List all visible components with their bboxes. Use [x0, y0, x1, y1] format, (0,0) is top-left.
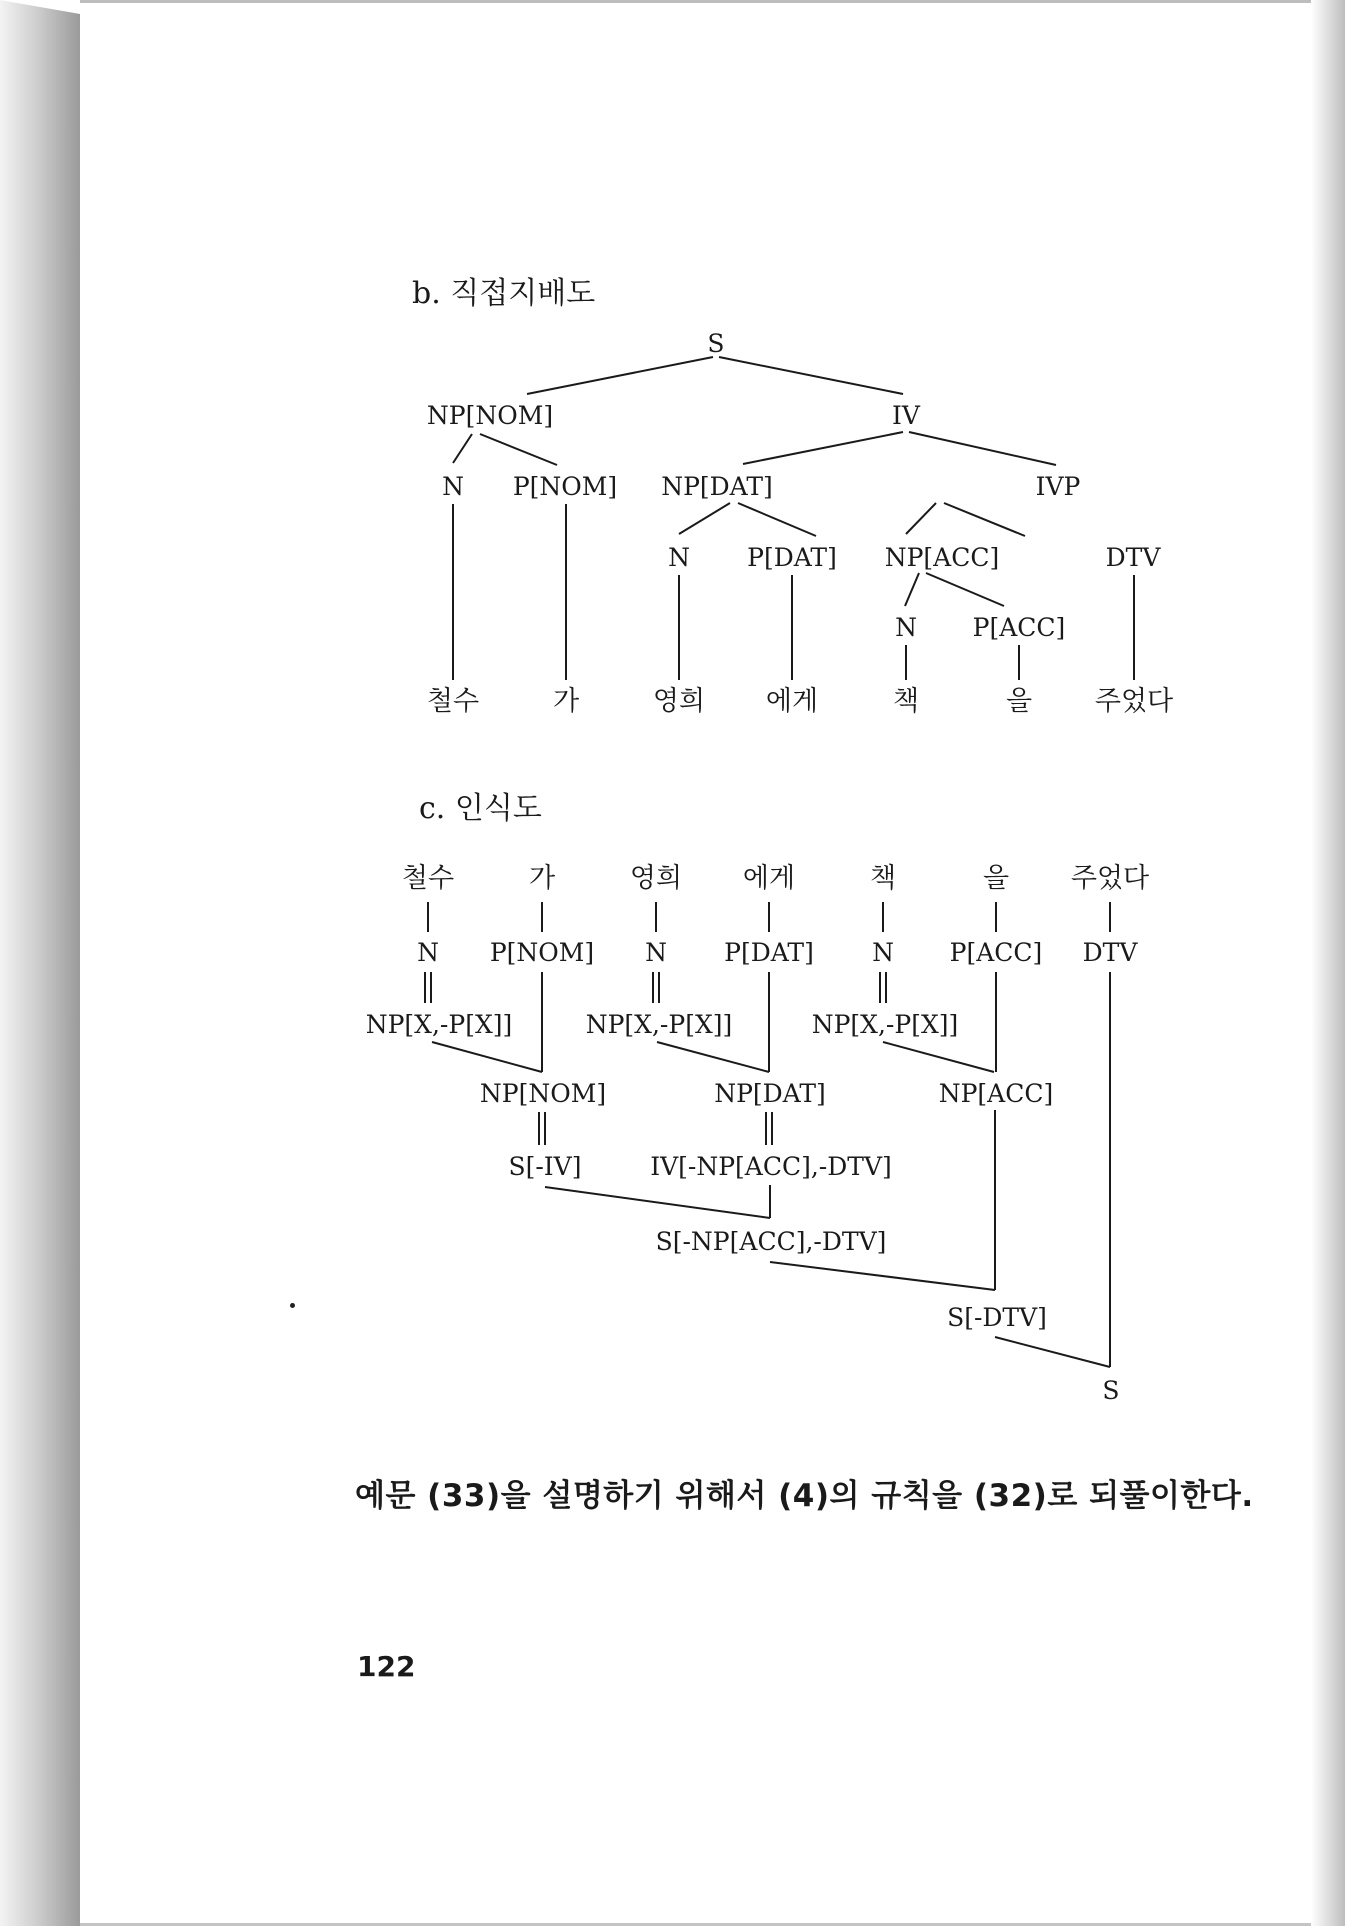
tree-c-word-6: 을 [982, 863, 1010, 894]
tree-b-node-p-dat: P[DAT] [747, 543, 837, 572]
tree-c-word-5: 책 [869, 863, 897, 894]
page-number: 122 [357, 1650, 416, 1683]
tree-c-words [402, 863, 1149, 894]
tree-c-node-np-acc: NP[ACC] [938, 1079, 1054, 1108]
tree-c-word-7: 주었다 [1070, 863, 1150, 894]
tree-c-node-s: S [1102, 1376, 1120, 1405]
tree-c-word-1: 철수 [401, 863, 455, 894]
tree-c-word-3: 영희 [629, 863, 683, 894]
tree-b-node-p-nom: P[NOM] [512, 472, 618, 501]
tree-c-node-npx3: NP[X,-P[X]] [811, 1010, 959, 1039]
tree-c-edges [425, 902, 1110, 1367]
tree-c-node-np-nom: NP[NOM] [479, 1079, 607, 1108]
tree-b-node-np-dat: NP[DAT] [661, 472, 773, 501]
tree-c-labels [366, 938, 1139, 1405]
tree-c-node-p-dat: P[DAT] [724, 938, 814, 967]
tree-b-word-7: 주었다 [1094, 686, 1174, 717]
tree-b-node-p-acc: P[ACC] [972, 613, 1066, 642]
tree-c-node-s-np: S[-NP[ACC],-DTV] [655, 1227, 887, 1256]
tree-c-node-np-dat: NP[DAT] [714, 1079, 826, 1108]
tree-c-word-2: 가 [528, 863, 556, 894]
tree-b-node-np-acc: NP[ACC] [884, 543, 1000, 572]
tree-b-word-5: 책 [892, 686, 920, 717]
tree-b-node-iv: IV [892, 401, 920, 430]
tree-b-word-6: 을 [1005, 686, 1033, 717]
tree-c [366, 863, 1149, 1405]
tree-b-node-np-nom: NP[NOM] [426, 401, 554, 430]
tree-b-node-ivp: IVP [1035, 472, 1081, 501]
tree-c-node-n1: N [417, 938, 439, 967]
tree-b-word-3: 영희 [652, 686, 706, 717]
tree-b-word-4: 에게 [765, 686, 819, 717]
tree-c-node-npx1: NP[X,-P[X]] [365, 1010, 513, 1039]
tree-c-node-s-dtv: S[-DTV] [947, 1303, 1047, 1332]
figure-c-heading: c. 인식도 [419, 791, 542, 826]
tree-c-node-iv-np: IV[-NP[ACC],-DTV] [650, 1152, 892, 1181]
tree-b-word-2: 가 [552, 686, 580, 717]
tree-b-node-n1: N [442, 472, 464, 501]
tree-c-node-p-acc: P[ACC] [949, 938, 1043, 967]
stray-mark [290, 1303, 295, 1308]
tree-c-node-n2: N [645, 938, 667, 967]
tree-b-node-s: S [707, 329, 725, 358]
tree-c-word-4: 에게 [742, 863, 796, 894]
body-sentence: 예문 (33)을 설명하기 위해서 (4)의 규칙을 (32)로 되풀이한다. [355, 1478, 1254, 1514]
tree-b-node-n2: N [668, 543, 690, 572]
tree-c-node-dtv: DTV [1082, 938, 1138, 967]
tree-c-node-s-iv: S[-IV] [508, 1152, 582, 1181]
tree-c-node-p-nom: P[NOM] [489, 938, 595, 967]
tree-b-node-dtv: DTV [1105, 543, 1161, 572]
tree-b-word-1: 철수 [426, 686, 480, 717]
figure-b-heading: b. 직접지배도 [412, 276, 596, 311]
tree-b-labels [427, 329, 1161, 642]
tree-c-node-npx2: NP[X,-P[X]] [585, 1010, 733, 1039]
tree-b-words [427, 686, 1173, 717]
tree-b-node-n3: N [895, 613, 917, 642]
tree-c-node-n3: N [872, 938, 894, 967]
tree-b [427, 329, 1173, 717]
